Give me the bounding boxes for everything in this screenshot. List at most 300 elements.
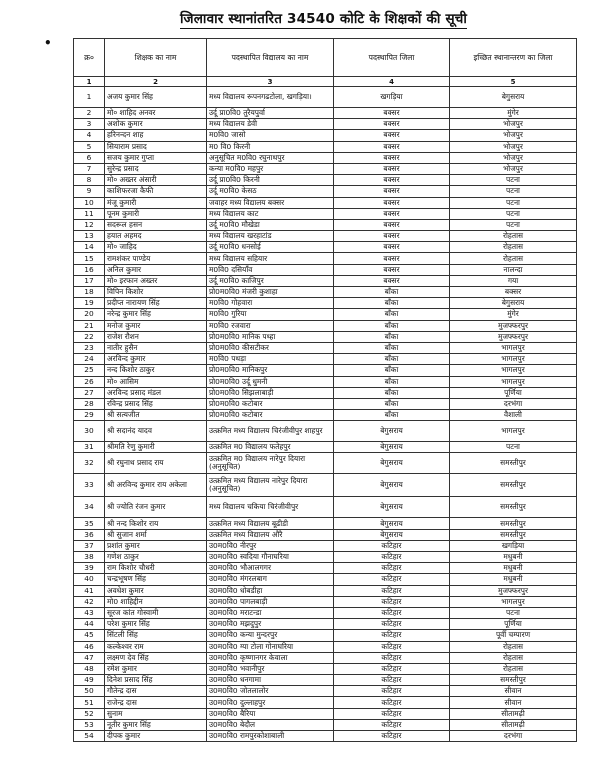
school-name: उर्दू प्रा0वि0 किरनी bbox=[207, 175, 334, 186]
serial-number: 10 bbox=[74, 197, 105, 208]
posted-district: कटिहार bbox=[334, 607, 450, 618]
desired-district: वैशाली bbox=[450, 410, 577, 421]
teacher-name: रमेश कुमार bbox=[105, 663, 207, 674]
desired-district: भोजपुर bbox=[450, 130, 577, 141]
serial-number: 3 bbox=[74, 119, 105, 130]
posted-district: कटिहार bbox=[334, 540, 450, 551]
table-row bbox=[74, 175, 577, 186]
table-row bbox=[74, 619, 577, 630]
table-row bbox=[74, 287, 577, 298]
serial-number: 52 bbox=[74, 708, 105, 719]
posted-district: बाँका bbox=[334, 320, 450, 331]
posted-district: कटिहार bbox=[334, 652, 450, 663]
posted-district: खगड़िया bbox=[334, 87, 450, 108]
desired-district: रोहतास bbox=[450, 641, 577, 652]
school-name: उ0म0वि0 मराटन्डा bbox=[207, 607, 334, 618]
posted-district: बक्सर bbox=[334, 231, 450, 242]
desired-district: समस्तीपुर bbox=[450, 497, 577, 518]
posted-district: कटिहार bbox=[334, 708, 450, 719]
column-number: 5 bbox=[450, 77, 577, 87]
school-name: उ0म0वि0 नीरपुर bbox=[207, 540, 334, 551]
desired-district: पटना bbox=[450, 197, 577, 208]
table-row bbox=[74, 331, 577, 342]
table-row bbox=[74, 719, 577, 730]
serial-number: 12 bbox=[74, 219, 105, 230]
posted-district: बक्सर bbox=[334, 197, 450, 208]
teacher-name: श्री रघुनाथ प्रसाद राय bbox=[105, 453, 207, 474]
posted-district: बाँका bbox=[334, 365, 450, 376]
desired-district: समस्तीपुर bbox=[450, 675, 577, 686]
table-row bbox=[74, 108, 577, 119]
desired-district: बेगुसराय bbox=[450, 298, 577, 309]
teacher-name: मो० जाहिद bbox=[105, 242, 207, 253]
serial-number: 54 bbox=[74, 731, 105, 742]
teacher-name: हरिनन्दन शाह bbox=[105, 130, 207, 141]
posted-district: बेगुसराय bbox=[334, 518, 450, 529]
school-name: मध्य विद्यालय खरहाटांड bbox=[207, 231, 334, 242]
serial-number: 48 bbox=[74, 663, 105, 674]
teacher-name: रविन्द्र प्रसाद सिंह bbox=[105, 398, 207, 409]
school-name: प्रो0म0वि0 मंजरी कुशाहा bbox=[207, 287, 334, 298]
table-row bbox=[74, 652, 577, 663]
serial-number: 43 bbox=[74, 607, 105, 618]
table-row bbox=[74, 264, 577, 275]
school-name: उ0म0वि0 भवानीपुर bbox=[207, 663, 334, 674]
desired-district: सीतामढ़ी bbox=[450, 719, 577, 730]
posted-district: बाँका bbox=[334, 410, 450, 421]
serial-number: 16 bbox=[74, 264, 105, 275]
table-row bbox=[74, 141, 577, 152]
teacher-name: अरविन्द प्रसाद मंडल bbox=[105, 387, 207, 398]
school-name: म0वि0 जासो bbox=[207, 130, 334, 141]
table-row bbox=[74, 365, 577, 376]
posted-district: कटिहार bbox=[334, 574, 450, 585]
desired-district: भागलपुर bbox=[450, 596, 577, 607]
teacher-name: कल्केश्वर राम bbox=[105, 641, 207, 652]
column-number: 4 bbox=[334, 77, 450, 87]
table-row bbox=[74, 130, 577, 141]
table-row bbox=[74, 298, 577, 309]
posted-district: कटिहार bbox=[334, 596, 450, 607]
school-name: प्रो0म0वि0 मानिक पथ्हा bbox=[207, 331, 334, 342]
teacher-name: राजेन्द्र दास bbox=[105, 697, 207, 708]
school-name: प्रो0म0वि0 कीसटीकर bbox=[207, 342, 334, 353]
serial-number: 9 bbox=[74, 186, 105, 197]
table-row bbox=[74, 253, 577, 264]
table-row bbox=[74, 186, 577, 197]
posted-district: बाँका bbox=[334, 287, 450, 298]
desired-district: पटना bbox=[450, 607, 577, 618]
teacher-name: मो० इरफान अख्तर bbox=[105, 275, 207, 286]
serial-number: 46 bbox=[74, 641, 105, 652]
school-name: उत्क्रमित म0 विद्यालय नारेपुर दियारा (अनुसूचित) bbox=[207, 453, 334, 474]
serial-number: 27 bbox=[74, 387, 105, 398]
serial-number: 33 bbox=[74, 474, 105, 497]
teacher-name: राम किशोर चौधरी bbox=[105, 563, 207, 574]
teacher-name: नातीर हुसैन bbox=[105, 342, 207, 353]
posted-district: बक्सर bbox=[334, 175, 450, 186]
serial-number: 39 bbox=[74, 563, 105, 574]
posted-district: कटिहार bbox=[334, 731, 450, 742]
header-teacher-name: शिक्षक का नाम bbox=[105, 39, 207, 77]
table-row bbox=[74, 596, 577, 607]
column-number: 1 bbox=[74, 77, 105, 87]
table-row bbox=[74, 119, 577, 130]
serial-number: 25 bbox=[74, 365, 105, 376]
table-row bbox=[74, 376, 577, 387]
school-name: उत्क्रमित म0 विद्यालय फतेहपुर bbox=[207, 442, 334, 453]
school-name: अनुसूचित म0वि0 रघुनाथपुर bbox=[207, 152, 334, 163]
teacher-name: सियाराम प्रसाद bbox=[105, 141, 207, 152]
teacher-name: मो० अख्तर अंसारी bbox=[105, 175, 207, 186]
posted-district: बाँका bbox=[334, 376, 450, 387]
desired-district: मधुबनी bbox=[450, 574, 577, 585]
school-name: उ0म0वि0 जोतलालोर bbox=[207, 686, 334, 697]
posted-district: बेगुसराय bbox=[334, 442, 450, 453]
table-row bbox=[74, 686, 577, 697]
school-name: म0वि0 दसियाँव bbox=[207, 264, 334, 275]
teacher-name: अरविन्द कुमार bbox=[105, 354, 207, 365]
teacher-name: नरेन्द्र कुमार सिंह bbox=[105, 309, 207, 320]
teacher-name: मनोज कुमार bbox=[105, 320, 207, 331]
desired-district: पूर्णिया bbox=[450, 387, 577, 398]
teacher-name: राजेश रौशन bbox=[105, 331, 207, 342]
teacher-name: काशिफरजा कैफी bbox=[105, 186, 207, 197]
teacher-name: लक्ष्मण देव सिंह bbox=[105, 652, 207, 663]
table-row bbox=[74, 675, 577, 686]
serial-number: 23 bbox=[74, 342, 105, 353]
school-name: म0वि0 गुरिया bbox=[207, 309, 334, 320]
table-row bbox=[74, 242, 577, 253]
header-row bbox=[74, 39, 577, 77]
page-title: जिलावार स्थानांतरित 34540 कोटि के शिक्षकों की सूची bbox=[180, 11, 468, 27]
desired-district: सीवान bbox=[450, 697, 577, 708]
teacher-name: पूनम कुमारी bbox=[105, 208, 207, 219]
serial-number: 51 bbox=[74, 697, 105, 708]
school-name: उ0म0वि0 धोबडीहा bbox=[207, 585, 334, 596]
teacher-name: श्री ज्योति रंजन कुमार bbox=[105, 497, 207, 518]
teacher-name: विपिन किशोर bbox=[105, 287, 207, 298]
posted-district: बक्सर bbox=[334, 275, 450, 286]
table-row bbox=[74, 152, 577, 163]
teacher-name: गणेश ठाकुर bbox=[105, 552, 207, 563]
teacher-name: सूरज कांत गोस्वामी bbox=[105, 607, 207, 618]
serial-number: 6 bbox=[74, 152, 105, 163]
posted-district: कटिहार bbox=[334, 641, 450, 652]
school-name: प्रो0म0वि0 उर्दू धुमनी bbox=[207, 376, 334, 387]
desired-district: रोहतास bbox=[450, 242, 577, 253]
school-name: उत्क्रमित मध्य विद्यालय चिरंजीवीपुर शाहपुर bbox=[207, 421, 334, 442]
serial-number: 29 bbox=[74, 410, 105, 421]
header-school-name: पदस्थापित विद्यालय का नाम bbox=[207, 39, 334, 77]
desired-district: दरभंगा bbox=[450, 398, 577, 409]
desired-district: रोहतास bbox=[450, 231, 577, 242]
school-name: उर्दू प्रा0वि0 तुरैयपुर्वा bbox=[207, 108, 334, 119]
table-row bbox=[74, 697, 577, 708]
school-name: उत्क्रमित मध्य विद्यालय नारेपुर दियारा (अनुसूचित) bbox=[207, 474, 334, 497]
teacher-name: चन्द्रभूषण सिंह bbox=[105, 574, 207, 585]
serial-number: 41 bbox=[74, 585, 105, 596]
desired-district: पटना bbox=[450, 442, 577, 453]
posted-district: कटिहार bbox=[334, 719, 450, 730]
teacher-name: सिंटली सिंह bbox=[105, 630, 207, 641]
school-name: उत्क्रमित मध्य विद्यालय बूढीडी bbox=[207, 518, 334, 529]
posted-district: बेगुसराय bbox=[334, 421, 450, 442]
header-posted-district: पदस्थापित जिला bbox=[334, 39, 450, 77]
posted-district: बेगुसराय bbox=[334, 453, 450, 474]
table-row bbox=[74, 398, 577, 409]
teacher-name: श्रीमति रेणु कुमारी bbox=[105, 442, 207, 453]
school-name: मध्य विद्यालय काट bbox=[207, 208, 334, 219]
desired-district: समस्तीपुर bbox=[450, 474, 577, 497]
serial-number: 11 bbox=[74, 208, 105, 219]
posted-district: कटिहार bbox=[334, 686, 450, 697]
table-row bbox=[74, 574, 577, 585]
posted-district: बाँका bbox=[334, 331, 450, 342]
desired-district: मुजफ्फरपुर bbox=[450, 331, 577, 342]
posted-district: बाँका bbox=[334, 387, 450, 398]
serial-number: 45 bbox=[74, 630, 105, 641]
school-name: उर्दू म0वि0 मौखेडा bbox=[207, 219, 334, 230]
school-name: उ0म0वि0 ग्या टोला गोनाघरिया bbox=[207, 641, 334, 652]
serial-number: 32 bbox=[74, 453, 105, 474]
teacher-name: प्रदीप्त नारायण सिंह bbox=[105, 298, 207, 309]
table-row bbox=[74, 219, 577, 230]
school-name: मध्य विद्यालय डेवी bbox=[207, 119, 334, 130]
teacher-name: श्री सदानंद यादव bbox=[105, 421, 207, 442]
table-row bbox=[74, 529, 577, 540]
table-row bbox=[74, 474, 577, 497]
desired-district: भोजपुर bbox=[450, 119, 577, 130]
table-row bbox=[74, 663, 577, 674]
posted-district: बक्सर bbox=[334, 163, 450, 174]
table-row bbox=[74, 708, 577, 719]
school-name: उ0म0वि0 बैरिया bbox=[207, 708, 334, 719]
table-row bbox=[74, 607, 577, 618]
posted-district: बेगुसराय bbox=[334, 529, 450, 540]
posted-district: बक्सर bbox=[334, 186, 450, 197]
serial-number: 14 bbox=[74, 242, 105, 253]
posted-district: कटिहार bbox=[334, 697, 450, 708]
serial-number: 15 bbox=[74, 253, 105, 264]
school-name: म0वि0 गोहवारा bbox=[207, 298, 334, 309]
school-name: म0वि0 पथड़ा bbox=[207, 354, 334, 365]
table-row bbox=[74, 320, 577, 331]
desired-district: रोहतास bbox=[450, 652, 577, 663]
school-name: मध्य विद्यालय सहियार bbox=[207, 253, 334, 264]
table-row bbox=[74, 453, 577, 474]
table-row bbox=[74, 410, 577, 421]
posted-district: बक्सर bbox=[334, 130, 450, 141]
desired-district: पटना bbox=[450, 186, 577, 197]
teacher-name: हयात अहमद bbox=[105, 231, 207, 242]
teacher-transfer-table bbox=[73, 38, 577, 742]
school-name: जवाहर मध्य विद्यालय बक्सर bbox=[207, 197, 334, 208]
desired-district: बेगुसराय bbox=[450, 87, 577, 108]
desired-district: दरभंगा bbox=[450, 731, 577, 742]
posted-district: बेगुसराय bbox=[334, 497, 450, 518]
desired-district: पटना bbox=[450, 219, 577, 230]
desired-district: समस्तीपुर bbox=[450, 529, 577, 540]
serial-number: 13 bbox=[74, 231, 105, 242]
serial-number: 26 bbox=[74, 376, 105, 387]
teacher-name: रामशंकर पाण्डेय bbox=[105, 253, 207, 264]
desired-district: पूर्वी चम्पारण bbox=[450, 630, 577, 641]
table-row bbox=[74, 585, 577, 596]
table-row bbox=[74, 497, 577, 518]
serial-number: 30 bbox=[74, 421, 105, 442]
posted-district: बाँका bbox=[334, 309, 450, 320]
posted-district: कटिहार bbox=[334, 630, 450, 641]
table-row bbox=[74, 563, 577, 574]
serial-number: 19 bbox=[74, 298, 105, 309]
serial-number: 36 bbox=[74, 529, 105, 540]
posted-district: बाँका bbox=[334, 354, 450, 365]
school-name: प्रो0म0वि0 कटोबार bbox=[207, 398, 334, 409]
table-row bbox=[74, 641, 577, 652]
serial-number: 50 bbox=[74, 686, 105, 697]
serial-number: 5 bbox=[74, 141, 105, 152]
table-row bbox=[74, 387, 577, 398]
desired-district: बक्सर bbox=[450, 287, 577, 298]
serial-number: 47 bbox=[74, 652, 105, 663]
teacher-name: अवधेश कुमार bbox=[105, 585, 207, 596]
teacher-name: श्री अरविन्द कुमार राय अकेला bbox=[105, 474, 207, 497]
posted-district: बक्सर bbox=[334, 264, 450, 275]
serial-number: 7 bbox=[74, 163, 105, 174]
teacher-name: प्रशांत कुमार bbox=[105, 540, 207, 551]
desired-district: समस्तीपुर bbox=[450, 453, 577, 474]
serial-number: 34 bbox=[74, 497, 105, 518]
desired-district: सीतामढ़ी bbox=[450, 708, 577, 719]
posted-district: बक्सर bbox=[334, 141, 450, 152]
desired-district: भागलपुर bbox=[450, 376, 577, 387]
school-name: उ0म0वि0 कन्या मुन्दरपुर bbox=[207, 630, 334, 641]
desired-district: रोहतास bbox=[450, 663, 577, 674]
teacher-name: सजय कुमार गुप्ता bbox=[105, 152, 207, 163]
posted-district: बेगुसराय bbox=[334, 474, 450, 497]
school-name: प्रो0म0वि0 सिझलाबाड़ी bbox=[207, 387, 334, 398]
table-row bbox=[74, 163, 577, 174]
header-serial: क्र० bbox=[74, 39, 105, 77]
serial-number: 42 bbox=[74, 596, 105, 607]
posted-district: बक्सर bbox=[334, 208, 450, 219]
school-name: उ0म0वि0 मझदुपुर bbox=[207, 619, 334, 630]
teacher-name: मो0 शाहिद्दीन bbox=[105, 596, 207, 607]
posted-district: बाँका bbox=[334, 298, 450, 309]
posted-district: बक्सर bbox=[334, 108, 450, 119]
column-number-row bbox=[74, 77, 577, 87]
school-name: उर्दू म0वि0 काजिपुर bbox=[207, 275, 334, 286]
table-row bbox=[74, 342, 577, 353]
desired-district: खगड़िया bbox=[450, 540, 577, 551]
teacher-name: अशोक कुमार bbox=[105, 119, 207, 130]
table-row bbox=[74, 421, 577, 442]
table-row bbox=[74, 231, 577, 242]
table-row bbox=[74, 540, 577, 551]
serial-number: 1 bbox=[74, 87, 105, 108]
school-name: प्रो0म0वि0 मानिकपुर bbox=[207, 365, 334, 376]
school-name: मध्य विद्यालय रूपनगढटोला, खगड़िया। bbox=[207, 87, 334, 108]
school-name: उत्क्रमित मध्य विद्यालय औरै bbox=[207, 529, 334, 540]
desired-district: मुजफ्फरपुर bbox=[450, 585, 577, 596]
teacher-name: मो० शाहिद अनवर bbox=[105, 108, 207, 119]
school-name: कन्या म0वि0 महपुर bbox=[207, 163, 334, 174]
header-desired-district: इच्छित स्थानान्तरण का जिला bbox=[450, 39, 577, 77]
school-name: उ0म0वि0 पागलबाड़ी bbox=[207, 596, 334, 607]
school-name: उ0म0वि0 भौआलगगर bbox=[207, 563, 334, 574]
desired-district: मधुबनी bbox=[450, 563, 577, 574]
teacher-name: सुनाम bbox=[105, 708, 207, 719]
desired-district: समस्तीपुर bbox=[450, 518, 577, 529]
serial-number: 35 bbox=[74, 518, 105, 529]
table-row bbox=[74, 630, 577, 641]
serial-number: 4 bbox=[74, 130, 105, 141]
teacher-name: मो० आसिम bbox=[105, 376, 207, 387]
posted-district: बाँका bbox=[334, 398, 450, 409]
posted-district: कटिहार bbox=[334, 675, 450, 686]
school-name: उ0म0वि0 मंगरलबाग bbox=[207, 574, 334, 585]
desired-district: भागलपुर bbox=[450, 354, 577, 365]
desired-district: भागलपुर bbox=[450, 421, 577, 442]
school-name: उ0म0वि0 धनगामा bbox=[207, 675, 334, 686]
serial-number: 37 bbox=[74, 540, 105, 551]
table-row bbox=[74, 442, 577, 453]
school-name: उ0म0वि0 बेदौल bbox=[207, 719, 334, 730]
desired-district: भोजपुर bbox=[450, 152, 577, 163]
serial-number: 21 bbox=[74, 320, 105, 331]
table-row bbox=[74, 354, 577, 365]
desired-district: रोहतास bbox=[450, 253, 577, 264]
column-number: 3 bbox=[207, 77, 334, 87]
table-row bbox=[74, 197, 577, 208]
table-row bbox=[74, 208, 577, 219]
desired-district: भागलपुर bbox=[450, 365, 577, 376]
table-row bbox=[74, 309, 577, 320]
serial-number: 31 bbox=[74, 442, 105, 453]
posted-district: कटिहार bbox=[334, 563, 450, 574]
teacher-name: मंजू कुमारी bbox=[105, 197, 207, 208]
table-row bbox=[74, 518, 577, 529]
school-name: मध्य विद्यालय चकिया चिरंजीवीपुर bbox=[207, 497, 334, 518]
desired-district: मुजफ्फरपुर bbox=[450, 320, 577, 331]
table-row bbox=[74, 731, 577, 742]
teacher-name: परेश कुमार सिंह bbox=[105, 619, 207, 630]
desired-district: भोजपुर bbox=[450, 163, 577, 174]
posted-district: कटिहार bbox=[334, 619, 450, 630]
serial-number: 18 bbox=[74, 287, 105, 298]
serial-number: 2 bbox=[74, 108, 105, 119]
teacher-name: श्री सुजान शर्मा bbox=[105, 529, 207, 540]
desired-district: पटना bbox=[450, 208, 577, 219]
margin-mark: • bbox=[44, 36, 52, 50]
posted-district: बाँका bbox=[334, 342, 450, 353]
desired-district: मुंगेर bbox=[450, 108, 577, 119]
serial-number: 28 bbox=[74, 398, 105, 409]
desired-district: भोजपुर bbox=[450, 141, 577, 152]
posted-district: बक्सर bbox=[334, 219, 450, 230]
school-name: उ0म0वि0 रामपुरकोशाबाली bbox=[207, 731, 334, 742]
teacher-name: सदरूल हसन bbox=[105, 219, 207, 230]
serial-number: 40 bbox=[74, 574, 105, 585]
posted-district: बक्सर bbox=[334, 119, 450, 130]
teacher-name: नूतीर कुमार सिंह bbox=[105, 719, 207, 730]
school-name: उ0म0वि0 कृष्णानगर केवाला bbox=[207, 652, 334, 663]
posted-district: कटिहार bbox=[334, 663, 450, 674]
serial-number: 20 bbox=[74, 309, 105, 320]
desired-district: पटना bbox=[450, 175, 577, 186]
teacher-name: अनिल कुमार bbox=[105, 264, 207, 275]
